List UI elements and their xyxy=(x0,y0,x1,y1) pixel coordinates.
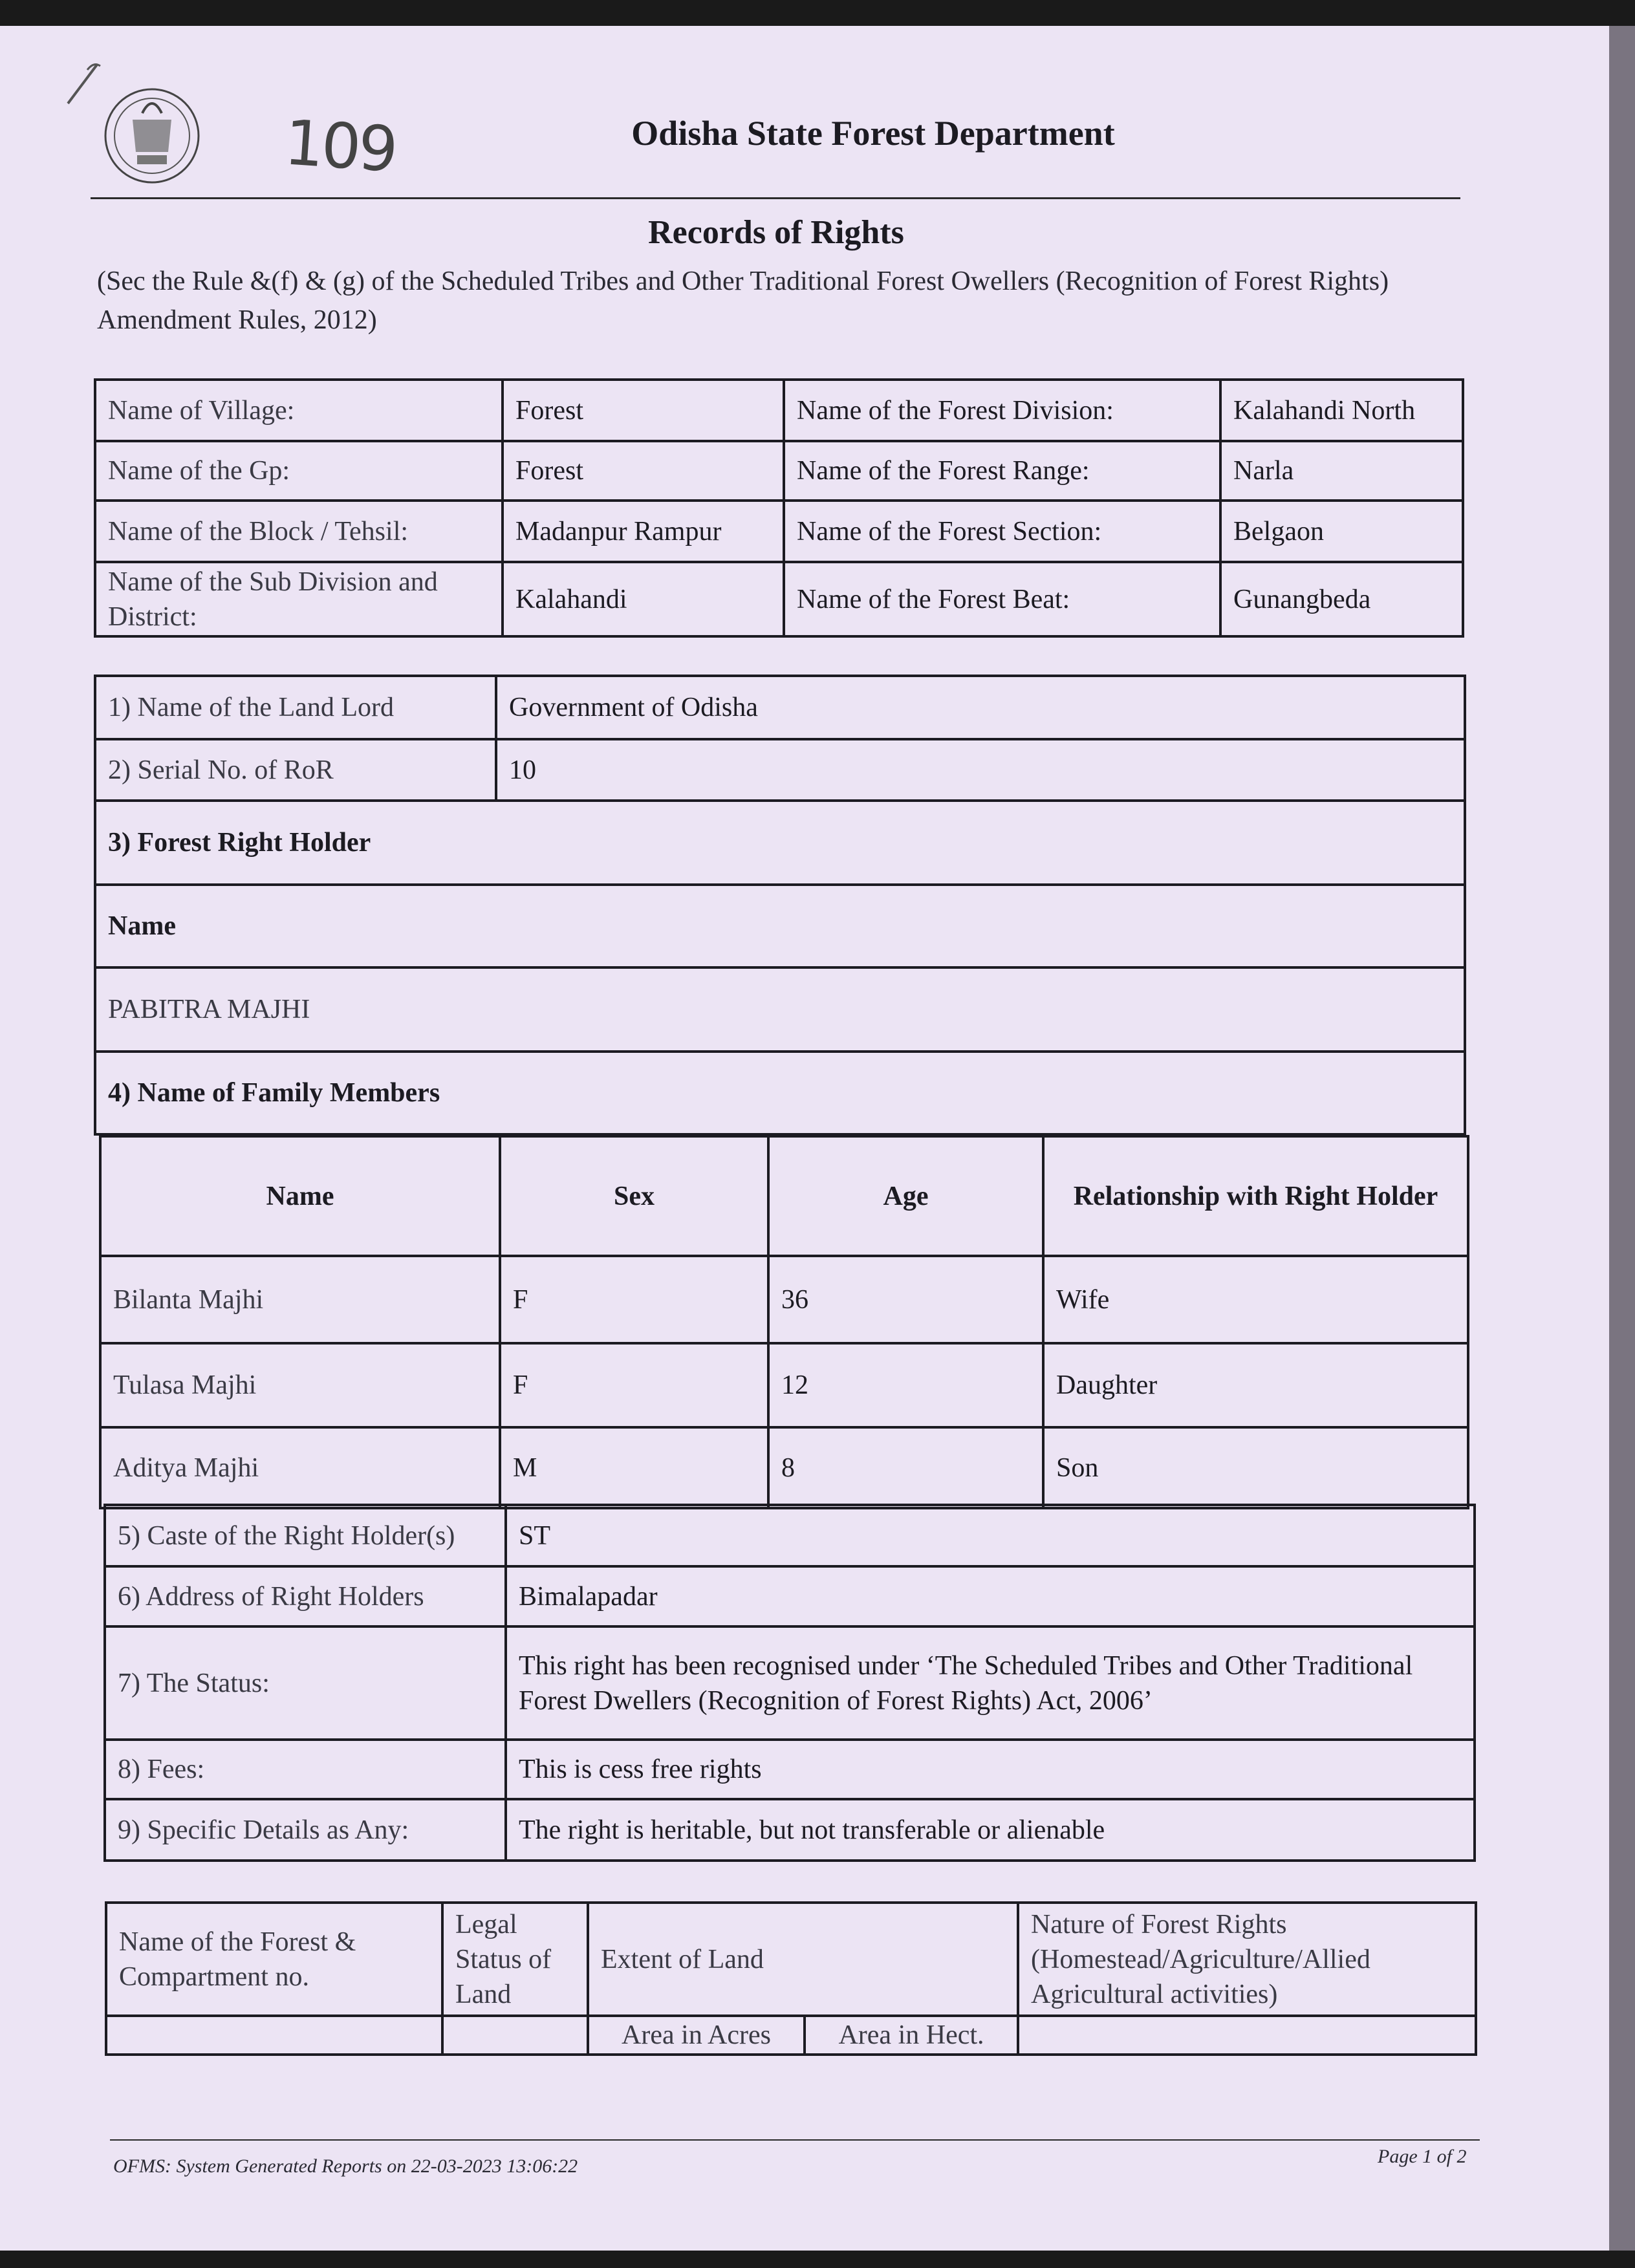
member-name: Aditya Majhi xyxy=(100,1427,500,1508)
caste-label: 5) Caste of the Right Holder(s) xyxy=(105,1505,506,1566)
block-value: Madanpur Rampur xyxy=(503,501,784,562)
member-sex: F xyxy=(500,1256,768,1343)
table-row xyxy=(95,801,1465,885)
record-table xyxy=(94,675,1466,1136)
status-label: 7) The Status: xyxy=(105,1626,506,1740)
caste-value: ST xyxy=(506,1505,1475,1566)
section-label: Name of the Forest Section: xyxy=(784,501,1220,562)
forest-compartment-header: Name of the Forest & Compartment no. xyxy=(106,1903,442,2016)
member-relation: Daughter xyxy=(1043,1343,1468,1427)
member-sex: F xyxy=(500,1343,768,1427)
member-age: 36 xyxy=(768,1256,1043,1343)
member-age: 12 xyxy=(768,1343,1043,1427)
subdivision-value: Kalahandi xyxy=(503,562,784,636)
col-header-sex: Sex xyxy=(500,1136,768,1256)
name-heading: Name xyxy=(95,885,1465,967)
range-label: Name of the Forest Range: xyxy=(784,441,1220,501)
member-relation: Wife xyxy=(1043,1256,1468,1343)
status-value: This right has been recognised under ‘The Scheduled Tribes and Other Traditional Forest Dwellers (Recognition of Forest Rights) Act, 2006’ xyxy=(506,1626,1475,1740)
block-label: Name of the Block / Tehsil: xyxy=(95,501,503,562)
table-row xyxy=(95,441,1463,501)
table-row xyxy=(105,1505,1475,1566)
generated-note: OFMS: System Generated Reports on 22-03-2023 13:06:22 xyxy=(113,2155,578,2177)
land-table xyxy=(105,1901,1477,2056)
address-value: Bimalapadar xyxy=(506,1566,1475,1626)
division-value: Kalahandi North xyxy=(1220,380,1463,441)
beat-label: Name of the Forest Beat: xyxy=(784,562,1220,636)
land-lord-value: Government of Odisha xyxy=(496,676,1465,739)
page-number: Page 1 of 2 xyxy=(1378,2146,1467,2167)
header-divider xyxy=(91,197,1460,199)
gp-value: Forest xyxy=(503,441,784,501)
details-table xyxy=(103,1504,1476,1862)
beat-value: Gunangbeda xyxy=(1220,562,1463,636)
table-row xyxy=(100,1427,1468,1508)
fees-value: This is cess free rights xyxy=(506,1740,1475,1799)
table-row xyxy=(106,2016,1476,2055)
extent-header: Extent of Land xyxy=(588,1903,1018,2016)
table-row xyxy=(95,739,1465,801)
serial-label: 2) Serial No. of RoR xyxy=(95,739,496,801)
table-row xyxy=(95,967,1465,1052)
section-value: Belgaon xyxy=(1220,501,1463,562)
area-hect-header: Area in Hect. xyxy=(805,2016,1018,2055)
department-title: Odisha State Forest Department xyxy=(631,114,1115,153)
rule-note: (Sec the Rule &(f) & (g) of the Scheduled Tribes and Other Traditional Forest Owellers (Recognition of Forest Rights) Amendment Rules, 2012) xyxy=(97,266,1389,335)
specific-details-value: The right is heritable, but not transferable or alienable xyxy=(506,1799,1475,1861)
village-value: Forest xyxy=(503,380,784,441)
pen-mark-icon xyxy=(61,58,107,110)
document-title: Records of Rights xyxy=(648,214,904,251)
address-label: 6) Address of Right Holders xyxy=(105,1566,506,1626)
holder-name: PABITRA MAJHI xyxy=(95,967,1465,1052)
table-row xyxy=(95,885,1465,967)
forest-compartment-cell xyxy=(106,2016,442,2055)
table-row xyxy=(95,380,1463,441)
fees-label: 8) Fees: xyxy=(105,1740,506,1799)
table-row xyxy=(95,562,1463,636)
table-row xyxy=(105,1626,1475,1740)
subdivision-label: Name of the Sub Division and District: xyxy=(95,562,503,636)
col-header-name: Name xyxy=(100,1136,500,1256)
village-label: Name of Village: xyxy=(95,380,503,441)
table-row xyxy=(106,1903,1476,2016)
table-row xyxy=(95,501,1463,562)
handwritten-number: 109 xyxy=(282,106,398,186)
nature-header: Nature of Forest Rights (Homestead/Agriculture/Allied Agricultural activities) xyxy=(1018,1903,1476,2016)
member-name: Bilanta Majhi xyxy=(100,1256,500,1343)
table-row xyxy=(100,1256,1468,1343)
table-row xyxy=(95,676,1465,739)
family-heading: 4) Name of Family Members xyxy=(95,1052,1465,1134)
table-row xyxy=(95,1052,1465,1134)
table-row xyxy=(105,1566,1475,1626)
page-edge xyxy=(1609,26,1635,2251)
specific-details-label: 9) Specific Details as Any: xyxy=(105,1799,506,1861)
member-relation: Son xyxy=(1043,1427,1468,1508)
member-age: 8 xyxy=(768,1427,1043,1508)
nature-cell xyxy=(1018,2016,1476,2055)
footer-divider xyxy=(110,2139,1480,2141)
location-table xyxy=(94,378,1464,638)
area-acres-header: Area in Acres xyxy=(588,2016,805,2055)
table-row xyxy=(100,1136,1468,1256)
table-row xyxy=(105,1740,1475,1799)
legal-status-cell xyxy=(442,2016,588,2055)
range-value: Narla xyxy=(1220,441,1463,501)
legal-status-header: Legal Status of Land xyxy=(442,1903,588,2016)
serial-value: 10 xyxy=(496,739,1465,801)
col-header-relation: Relationship with Right Holder xyxy=(1043,1136,1468,1256)
col-header-age: Age xyxy=(768,1136,1043,1256)
gp-label: Name of the Gp: xyxy=(95,441,503,501)
family-table xyxy=(99,1135,1469,1509)
member-name: Tulasa Majhi xyxy=(100,1343,500,1427)
table-row xyxy=(105,1799,1475,1861)
odisha-emblem-icon xyxy=(97,74,207,191)
holder-heading: 3) Forest Right Holder xyxy=(95,801,1465,885)
table-row xyxy=(100,1343,1468,1427)
division-label: Name of the Forest Division: xyxy=(784,380,1220,441)
land-lord-label: 1) Name of the Land Lord xyxy=(95,676,496,739)
member-sex: M xyxy=(500,1427,768,1508)
